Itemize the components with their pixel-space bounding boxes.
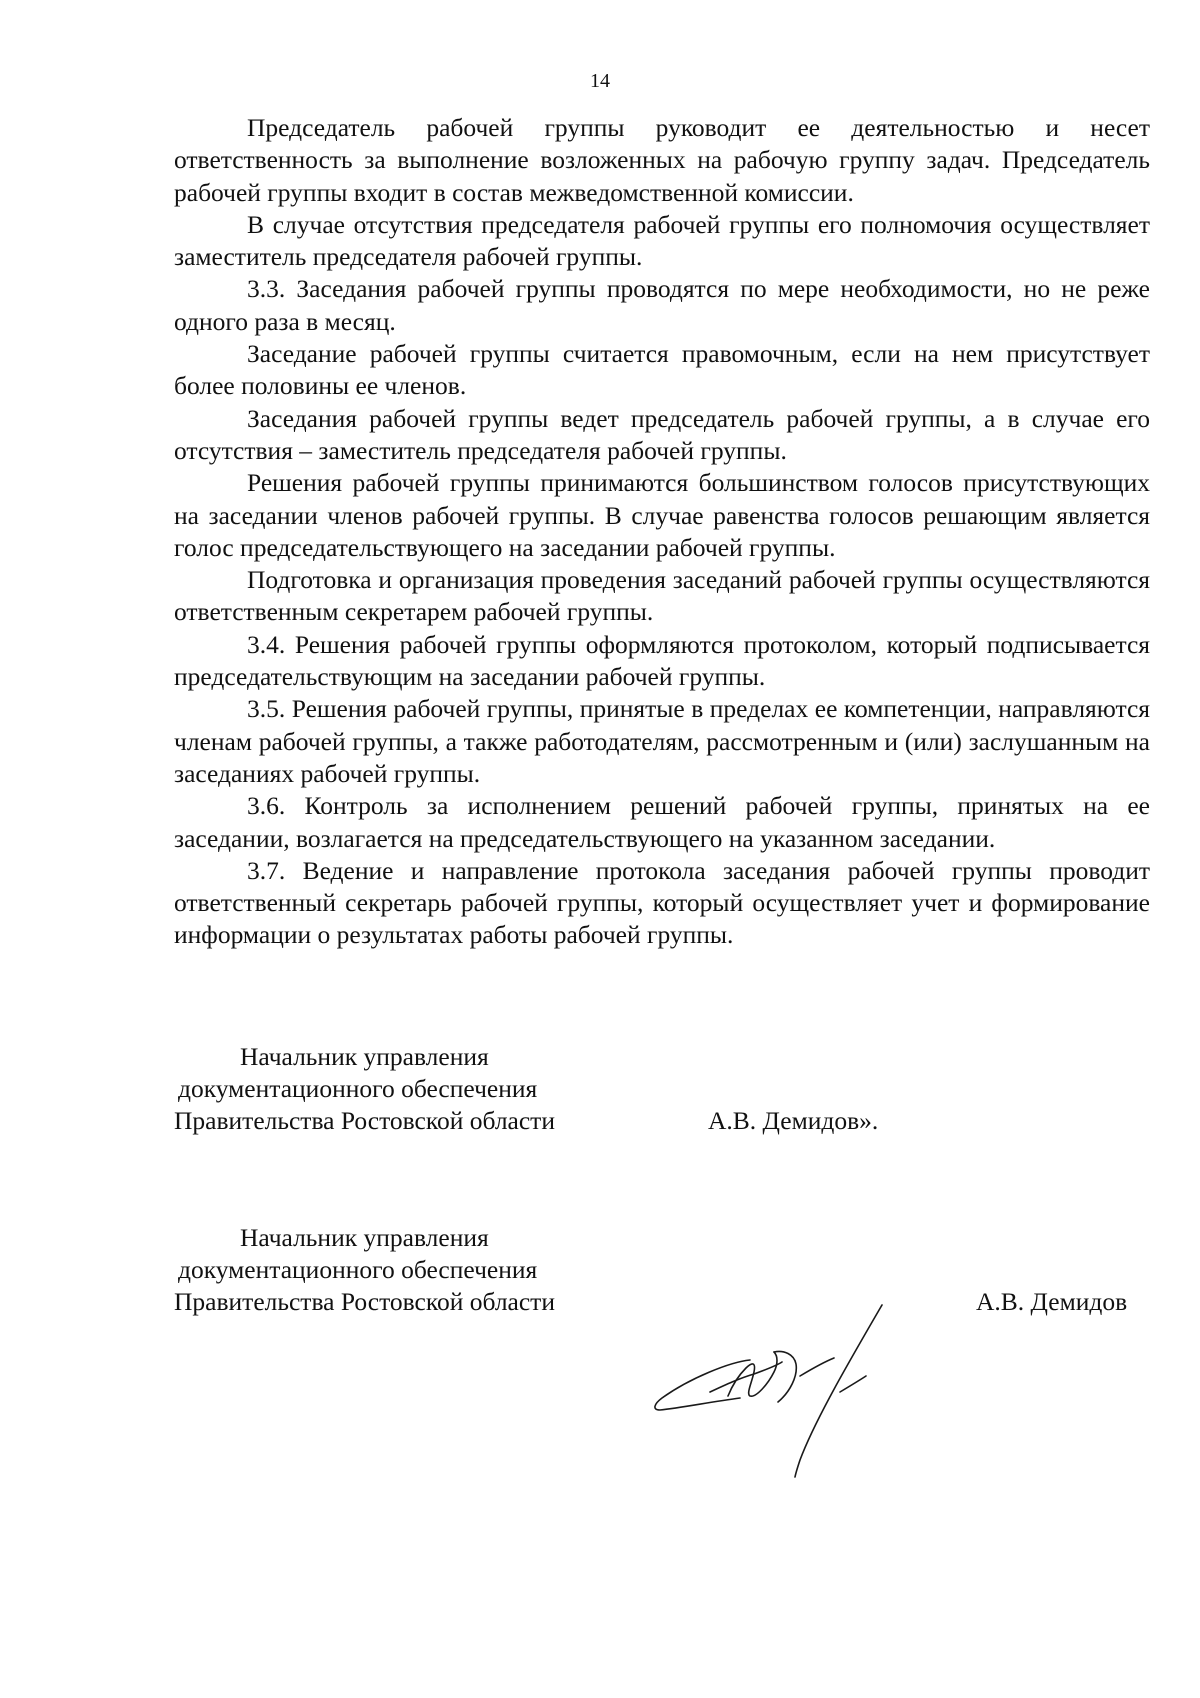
handwritten-signature: [650, 1300, 950, 1485]
paragraph-3-3-meetings: 3.3. Заседания рабочей группы проводятся по мере необходимости, но не реже одного раза в месяц.: [174, 274, 1150, 336]
paragraph-chairman-duties: Председатель рабочей группы руководит ее деятельностью и несет ответственность за выполнение возложенных на рабочую группу задач. Председатель рабочей группы входит в состав межведомственной комиссии.: [174, 113, 1150, 207]
paragraph-deputy-powers: В случае отсутствия председателя рабочей группы его полномочия осуществляет заместитель председателя рабочей группы.: [174, 209, 1150, 272]
signer-title-line: документационного обеспечения: [178, 1255, 538, 1284]
signer-title-line: Начальник управления: [240, 1042, 489, 1071]
paragraph-3-6-control: 3.6. Контроль за исполнением решений рабочей группы, принятых на ее заседании, возлагается на председательствующего на указанном заседании.: [174, 791, 1150, 853]
signature-block-1-title: [174, 1041, 555, 1137]
paragraph-quorum: Заседание рабочей группы считается правомочным, если на нем присутствует более половины ее членов.: [174, 339, 1150, 401]
paragraph-meeting-chair: Заседания рабочей группы ведет председатель рабочей группы, а в случае его отсутствия – заместитель председателя рабочей группы.: [174, 403, 1150, 465]
paragraph-3-5-distribution: 3.5. Решения рабочей группы, принятые в пределах ее компетенции, направляются членам рабочей группы, а также работодателям, рассмотренным и (или) заслушанным на заседаниях рабочей группы.: [174, 694, 1150, 788]
signer-title-line: Начальник управления: [240, 1223, 489, 1252]
document-body: [174, 112, 1150, 952]
signer-title-line: документационного обеспечения: [178, 1074, 538, 1103]
signature-block-2-title: [174, 1222, 555, 1318]
paragraph-preparation: Подготовка и организация проведения заседаний рабочей группы осуществляются ответственным секретарем рабочей группы.: [174, 565, 1150, 627]
signer-title-line: Правительства Ростовской области: [174, 1287, 555, 1316]
page-number: 14: [590, 70, 610, 92]
signer-name-2: А.В. Демидов: [976, 1287, 1128, 1316]
paragraph-3-4-protocol: 3.4. Решения рабочей группы оформляются протоколом, который подписывается председательствующим на заседании рабочей группы.: [174, 629, 1150, 692]
signer-title-line: Правительства Ростовской области: [174, 1106, 555, 1135]
paragraph-3-7-record-keeping: 3.7. Ведение и направление протокола заседания рабочей группы проводит ответственный секретарь рабочей группы, который осуществляет учет и формирование информации о результатах работы рабочей группы.: [174, 855, 1150, 950]
paragraph-decisions-voting: Решения рабочей группы принимаются большинством голосов присутствующих на заседании членов рабочей группы. В случае равенства голосов решающим является голос председательствующего на заседании рабочей группы.: [174, 468, 1150, 562]
signer-name-1: А.В. Демидов».: [708, 1106, 879, 1135]
